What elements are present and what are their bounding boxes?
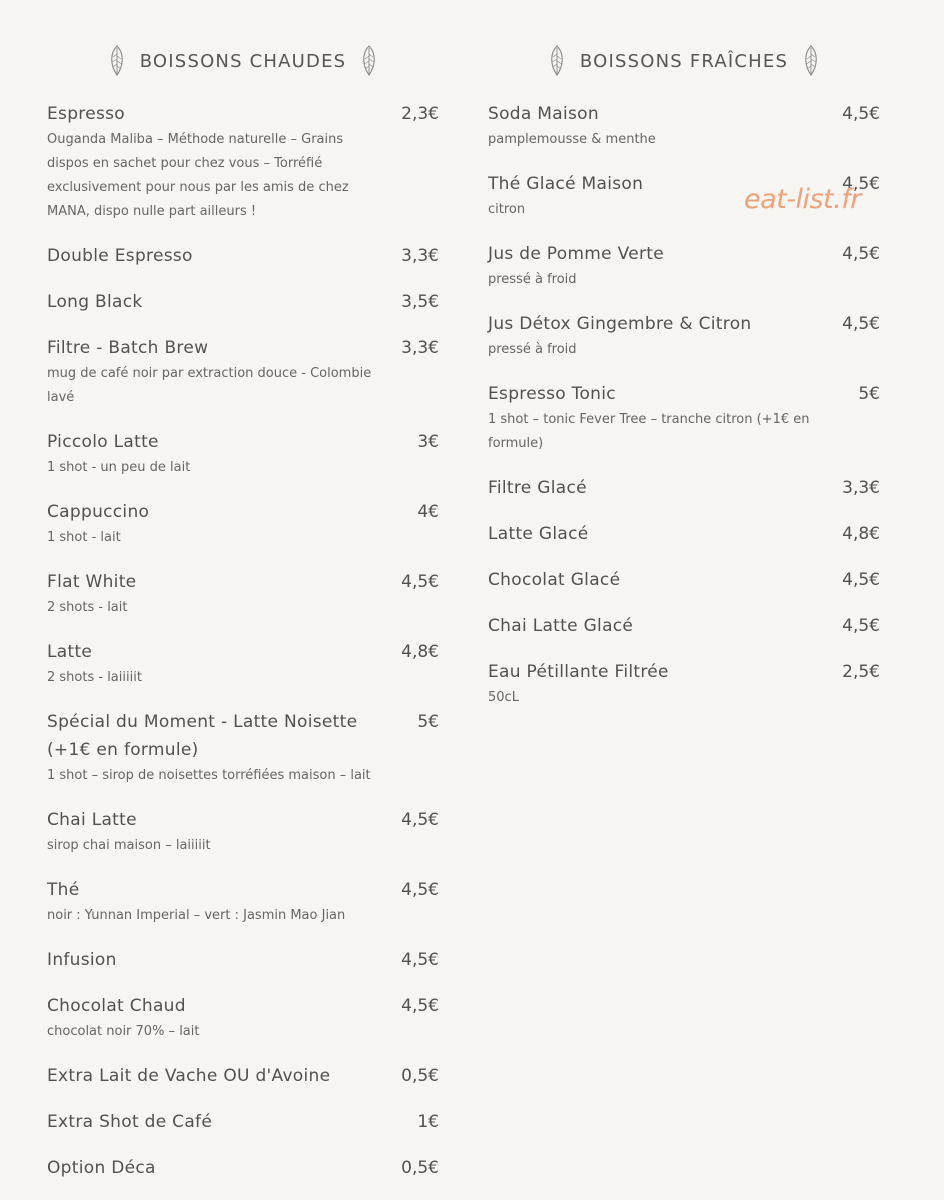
menu-item-price: 0,5€	[401, 1158, 439, 1178]
menu-item-name: Thé	[47, 880, 80, 900]
menu-item-head	[47, 876, 439, 904]
menu-item	[47, 806, 439, 858]
menu-item-name: Extra Lait de Vache OU d'Avoine	[47, 1066, 331, 1086]
menu-item-head	[488, 100, 880, 128]
menu-item-name: Jus de Pomme Verte	[488, 244, 665, 264]
hot-drinks-header	[47, 44, 439, 78]
menu-item	[47, 1154, 439, 1182]
menu-item-name: Espresso Tonic	[488, 384, 616, 404]
menu-item-head	[47, 428, 439, 456]
menu-item-name: Soda Maison	[488, 104, 599, 124]
menu-item-description: noir : Yunnan Imperial – vert : Jasmin Mao Jian	[47, 908, 346, 923]
menu-item-description: 1 shot – sirop de noisettes torréfiées maison – lait	[47, 768, 371, 783]
menu-item-head	[47, 568, 439, 596]
menu-item-price: 3€	[417, 432, 439, 452]
menu-item-name: Latte	[47, 642, 93, 662]
menu-item-head	[47, 1154, 439, 1182]
menu-item-description: chocolat noir 70% – lait	[47, 1024, 200, 1039]
menu-item-head	[47, 334, 439, 362]
menu-item	[47, 992, 439, 1044]
menu-item-price: 4,5€	[401, 880, 439, 900]
section-title-hot: BOISSONS CHAUDES	[139, 50, 347, 72]
menu-item-price: 1€	[417, 1112, 439, 1132]
menu-item	[47, 708, 439, 788]
menu-item-head	[488, 474, 880, 502]
menu-item-price: 4,5€	[401, 572, 439, 592]
menu-item-name: Filtre - Batch Brew	[47, 338, 209, 358]
menu-item-price: 4,5€	[401, 950, 439, 970]
menu-item-description: 2 shots - laiiiiit	[47, 670, 142, 685]
menu-item-description: citron	[488, 202, 526, 217]
menu-item-head	[47, 806, 439, 834]
menu-item-name: Cappuccino	[47, 502, 150, 522]
menu-item-price: 3,3€	[401, 246, 439, 266]
menu-item-price: 4,5€	[401, 996, 439, 1016]
menu-item-price: 2,5€	[842, 662, 880, 682]
menu-item-name: Filtre Glacé	[488, 478, 587, 498]
menu-item-name: Piccolo Latte	[47, 432, 159, 452]
menu-item-head	[488, 520, 880, 548]
menu-item-name: Eau Pétillante Filtrée	[488, 662, 669, 682]
leaf-icon	[802, 45, 820, 77]
menu-item-name: Double Espresso	[47, 246, 193, 266]
menu-item	[47, 1062, 439, 1090]
menu-item-head	[488, 658, 880, 686]
menu-item	[47, 498, 439, 550]
menu-item-description: pressé à froid	[488, 272, 577, 287]
menu-item-name: Chai Latte	[47, 810, 137, 830]
menu-item-price: 3,3€	[842, 478, 880, 498]
menu-item-head	[47, 1062, 439, 1090]
menu-item-head	[488, 310, 880, 338]
menu-item-price: 4,5€	[842, 616, 880, 636]
menu-item-head	[47, 946, 439, 974]
menu-item	[488, 310, 880, 362]
menu-item-price: 4,5€	[842, 314, 880, 334]
menu-item-price: 4,8€	[842, 524, 880, 544]
menu-item-name: Chocolat Chaud	[47, 996, 186, 1016]
menu-item	[47, 428, 439, 480]
menu-item	[47, 946, 439, 974]
menu-item-head	[47, 638, 439, 666]
menu-item-name: Flat White	[47, 572, 137, 592]
menu-item-price: 4,5€	[842, 174, 880, 194]
menu-item-description: 1 shot – tonic Fever Tree – tranche citron (+1€ en formule)	[488, 412, 810, 451]
menu-item-price: 4,5€	[842, 244, 880, 264]
leaf-icon	[548, 45, 566, 77]
menu-item	[488, 520, 880, 548]
menu-item-name: Option Déca	[47, 1158, 156, 1178]
menu-item-head	[47, 100, 439, 128]
menu-item-head	[47, 498, 439, 526]
menu-item-price: 4,8€	[401, 642, 439, 662]
menu-item	[47, 1108, 439, 1136]
menu-item	[488, 658, 880, 710]
menu-item	[47, 638, 439, 690]
cold-drinks-header	[488, 44, 880, 78]
menu-item-description: pressé à froid	[488, 342, 577, 357]
menu-item-name: Latte Glacé	[488, 524, 589, 544]
menu-item-price: 4€	[417, 502, 439, 522]
menu-item-price: 4,5€	[842, 570, 880, 590]
menu-item-description: mug de café noir par extraction douce - Colombie lavé	[47, 366, 372, 405]
menu-item	[488, 100, 880, 152]
menu-item	[47, 100, 439, 224]
menu-item-price: 4,5€	[401, 810, 439, 830]
menu-item-name: Thé Glacé Maison	[488, 174, 644, 194]
menu-item-price: 2,3€	[401, 104, 439, 124]
menu-item-name: Espresso	[47, 104, 125, 124]
menu-item	[488, 380, 880, 456]
menu-item	[488, 566, 880, 594]
menu-item-name: Jus Détox Gingembre & Citron	[488, 314, 752, 334]
leaf-icon	[108, 45, 126, 77]
menu-item-price: 5€	[858, 384, 880, 404]
menu-item-head	[47, 992, 439, 1020]
menu-item-head	[47, 1108, 439, 1136]
menu-item	[488, 612, 880, 640]
menu-item-name: Long Black	[47, 292, 143, 312]
leaf-icon	[360, 45, 378, 77]
menu-item	[47, 876, 439, 928]
menu-item-head	[488, 612, 880, 640]
menu-item	[488, 474, 880, 502]
menu-item-description: 1 shot - un peu de lait	[47, 460, 191, 475]
menu-item	[488, 240, 880, 292]
menu-item-price: 4,5€	[842, 104, 880, 124]
menu-item-head	[488, 566, 880, 594]
menu-item-description: Ouganda Maliba – Méthode naturelle – Grains dispos en sachet pour chez vous – Torréfié exclusivement pour nous par les amis de chez MANA, dispo nulle part ailleurs !	[47, 132, 349, 219]
menu-item-head	[47, 288, 439, 316]
menu-item-head	[488, 240, 880, 268]
watermark: eat-list.fr	[744, 184, 861, 215]
menu-item-description: 50cL	[488, 690, 519, 705]
menu-item-head	[47, 708, 439, 764]
menu-item-price: 0,5€	[401, 1066, 439, 1086]
menu-item-description: 2 shots - lait	[47, 600, 128, 615]
menu-item-name: Spécial du Moment - Latte Noisette (+1€ en formule)	[47, 712, 358, 760]
menu-item	[47, 568, 439, 620]
menu-item-price: 3,3€	[401, 338, 439, 358]
menu-item	[47, 288, 439, 316]
section-title-cold: BOISSONS FRAÎCHES	[579, 50, 789, 72]
menu-item-price: 5€	[417, 712, 439, 732]
menu-item-name: Infusion	[47, 950, 117, 970]
menu-item-description: sirop chai maison – laiiiiit	[47, 838, 211, 853]
menu-item-price: 3,5€	[401, 292, 439, 312]
menu-item-description: pamplemousse & menthe	[488, 132, 656, 147]
menu-item-name: Chocolat Glacé	[488, 570, 621, 590]
menu-item-head	[47, 242, 439, 270]
menu-item-name: Chai Latte Glacé	[488, 616, 634, 636]
menu-item-head	[488, 380, 880, 408]
hot-drinks-list	[47, 100, 439, 1200]
menu-item-name: Extra Shot de Café	[47, 1112, 213, 1132]
menu-item-description: 1 shot - lait	[47, 530, 121, 545]
menu-item	[47, 334, 439, 410]
menu-item	[47, 242, 439, 270]
